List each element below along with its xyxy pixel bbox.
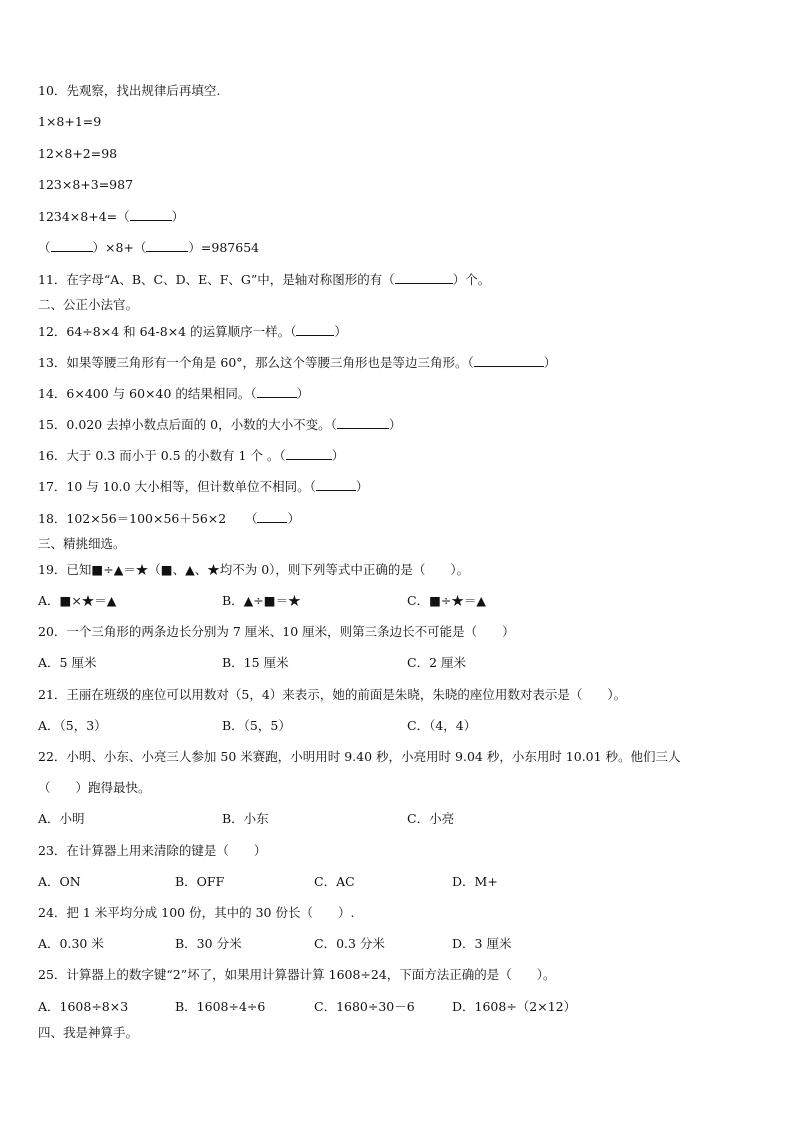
q22-stem-line-2: （ ）跑得最快。 [38,780,151,795]
q22-stem-line-1: 22．小明、小东、小亮三人参加 50 米赛跑，小明用时 9.40 秒，小亮用时 9.04 秒，小东用时 10.01 秒。他们三人 [38,749,681,764]
q23-option-c[interactable]: C．AC [314,874,355,889]
q10-line-2: 12×8+2=98 [38,146,118,161]
q18: 18．102×56＝100×56＋56×2 （ ） [38,511,300,526]
q23-stem: 23．在计算器上用来清除的键是（ ） [38,843,267,858]
q10-line-1: 1×8+1=9 [38,114,102,129]
q25-option-a[interactable]: A．1608÷8×3 [38,999,129,1014]
q20-stem: 20．一个三角形的两条边长分别为 7 厘米、10 厘米，则第三条边长不可能是（ ） [38,624,515,639]
q24-option-b[interactable]: B．30 分米 [175,936,242,951]
answer-blank[interactable] [296,322,334,336]
answer-blank[interactable] [51,238,93,252]
q23-option-a[interactable]: A．ON [38,874,81,889]
q19-option-b[interactable]: B．▲÷■＝★ [222,593,301,608]
q22-option-b[interactable]: B．小东 [222,811,269,826]
q19-option-a[interactable]: A．■×★＝▲ [38,593,117,608]
q17: 17．10 与 10.0 大小相等，但计数单位不相同。（ ） [38,479,369,494]
q25-stem: 25．计算器上的数字键“2”坏了，如果用计算器计算 1608÷24，下面方法正确的是（ ）。 [38,967,556,982]
q21-option-a[interactable]: A．（5，3） [38,718,107,733]
q22-option-a[interactable]: A．小明 [38,811,85,826]
answer-blank[interactable] [395,270,453,284]
q10-line-4: 1234×8+4=（ ） [38,209,185,224]
section-2-heading: 二、公正小法官。 [38,297,139,312]
q13: 13．如果等腰三角形有一个角是 60°，那么这个等腰三角形也是等边三角形。（ ） [38,355,557,370]
q20-option-c[interactable]: C．2 厘米 [407,655,466,670]
q20-option-a[interactable]: A．5 厘米 [38,655,97,670]
section-4-heading: 四、我是神算手。 [38,1025,139,1040]
answer-blank[interactable] [130,207,172,221]
q11: 11．在字母“A、B、C、D、E、F、G”中，是轴对称图形的有（ ）个。 [38,272,491,287]
q12: 12．64÷8×4 和 64-8×4 的运算顺序一样。（ ） [38,324,347,339]
answer-blank[interactable] [474,353,544,367]
q25-option-b[interactable]: B．1608÷4÷6 [175,999,266,1014]
q15: 15．0.020 去掉小数点后面的 0，小数的大小不变。（ ） [38,417,402,432]
q10-line-5: （ ）×8+（ ）=987654 [38,240,260,255]
q21-option-c[interactable]: C．（4，4） [407,718,477,733]
answer-blank[interactable] [257,384,297,398]
answer-blank[interactable] [286,446,332,460]
answer-blank[interactable] [316,477,356,491]
q19-stem: 19．已知■÷▲＝★（■、▲、★均不为 0），则下列等式中正确的是（ ）。 [38,562,470,577]
q19-option-c[interactable]: C．■÷★＝▲ [407,593,486,608]
answer-blank[interactable] [337,415,389,429]
answer-blank[interactable] [146,238,188,252]
q14: 14．6×400 与 60×40 的结果相同。（ ） [38,386,310,401]
q23-option-b[interactable]: B．OFF [175,874,225,889]
q25-option-d[interactable]: D．1608÷（2×12） [452,999,577,1014]
q20-option-b[interactable]: B．15 厘米 [222,655,289,670]
answer-blank[interactable] [257,509,287,523]
q23-option-d[interactable]: D．M+ [452,874,498,889]
q24-option-a[interactable]: A．0.30 米 [38,936,104,951]
q10-line-3: 123×8+3=987 [38,177,134,192]
q22-option-c[interactable]: C．小亮 [407,811,455,826]
section-3-heading: 三、精挑细选。 [38,536,126,551]
q24-option-d[interactable]: D．3 厘米 [452,936,512,951]
q16: 16．大于 0.3 而小于 0.5 的小数有 1 个 。（ ） [38,448,345,463]
q21-option-b[interactable]: B．（5，5） [222,718,291,733]
q24-stem: 24．把 1 米平均分成 100 份，其中的 30 份长（ ）. [38,905,355,920]
q24-option-c[interactable]: C．0.3 分米 [314,936,385,951]
q10-title: 10．先观察，找出规律后再填空. [38,83,221,98]
q25-option-c[interactable]: C．1680÷30－6 [314,999,415,1014]
q21-stem: 21．王丽在班级的座位可以用数对（5，4）来表示，她的前面是朱晓，朱晓的座位用数对表示是（ ）。 [38,687,627,702]
